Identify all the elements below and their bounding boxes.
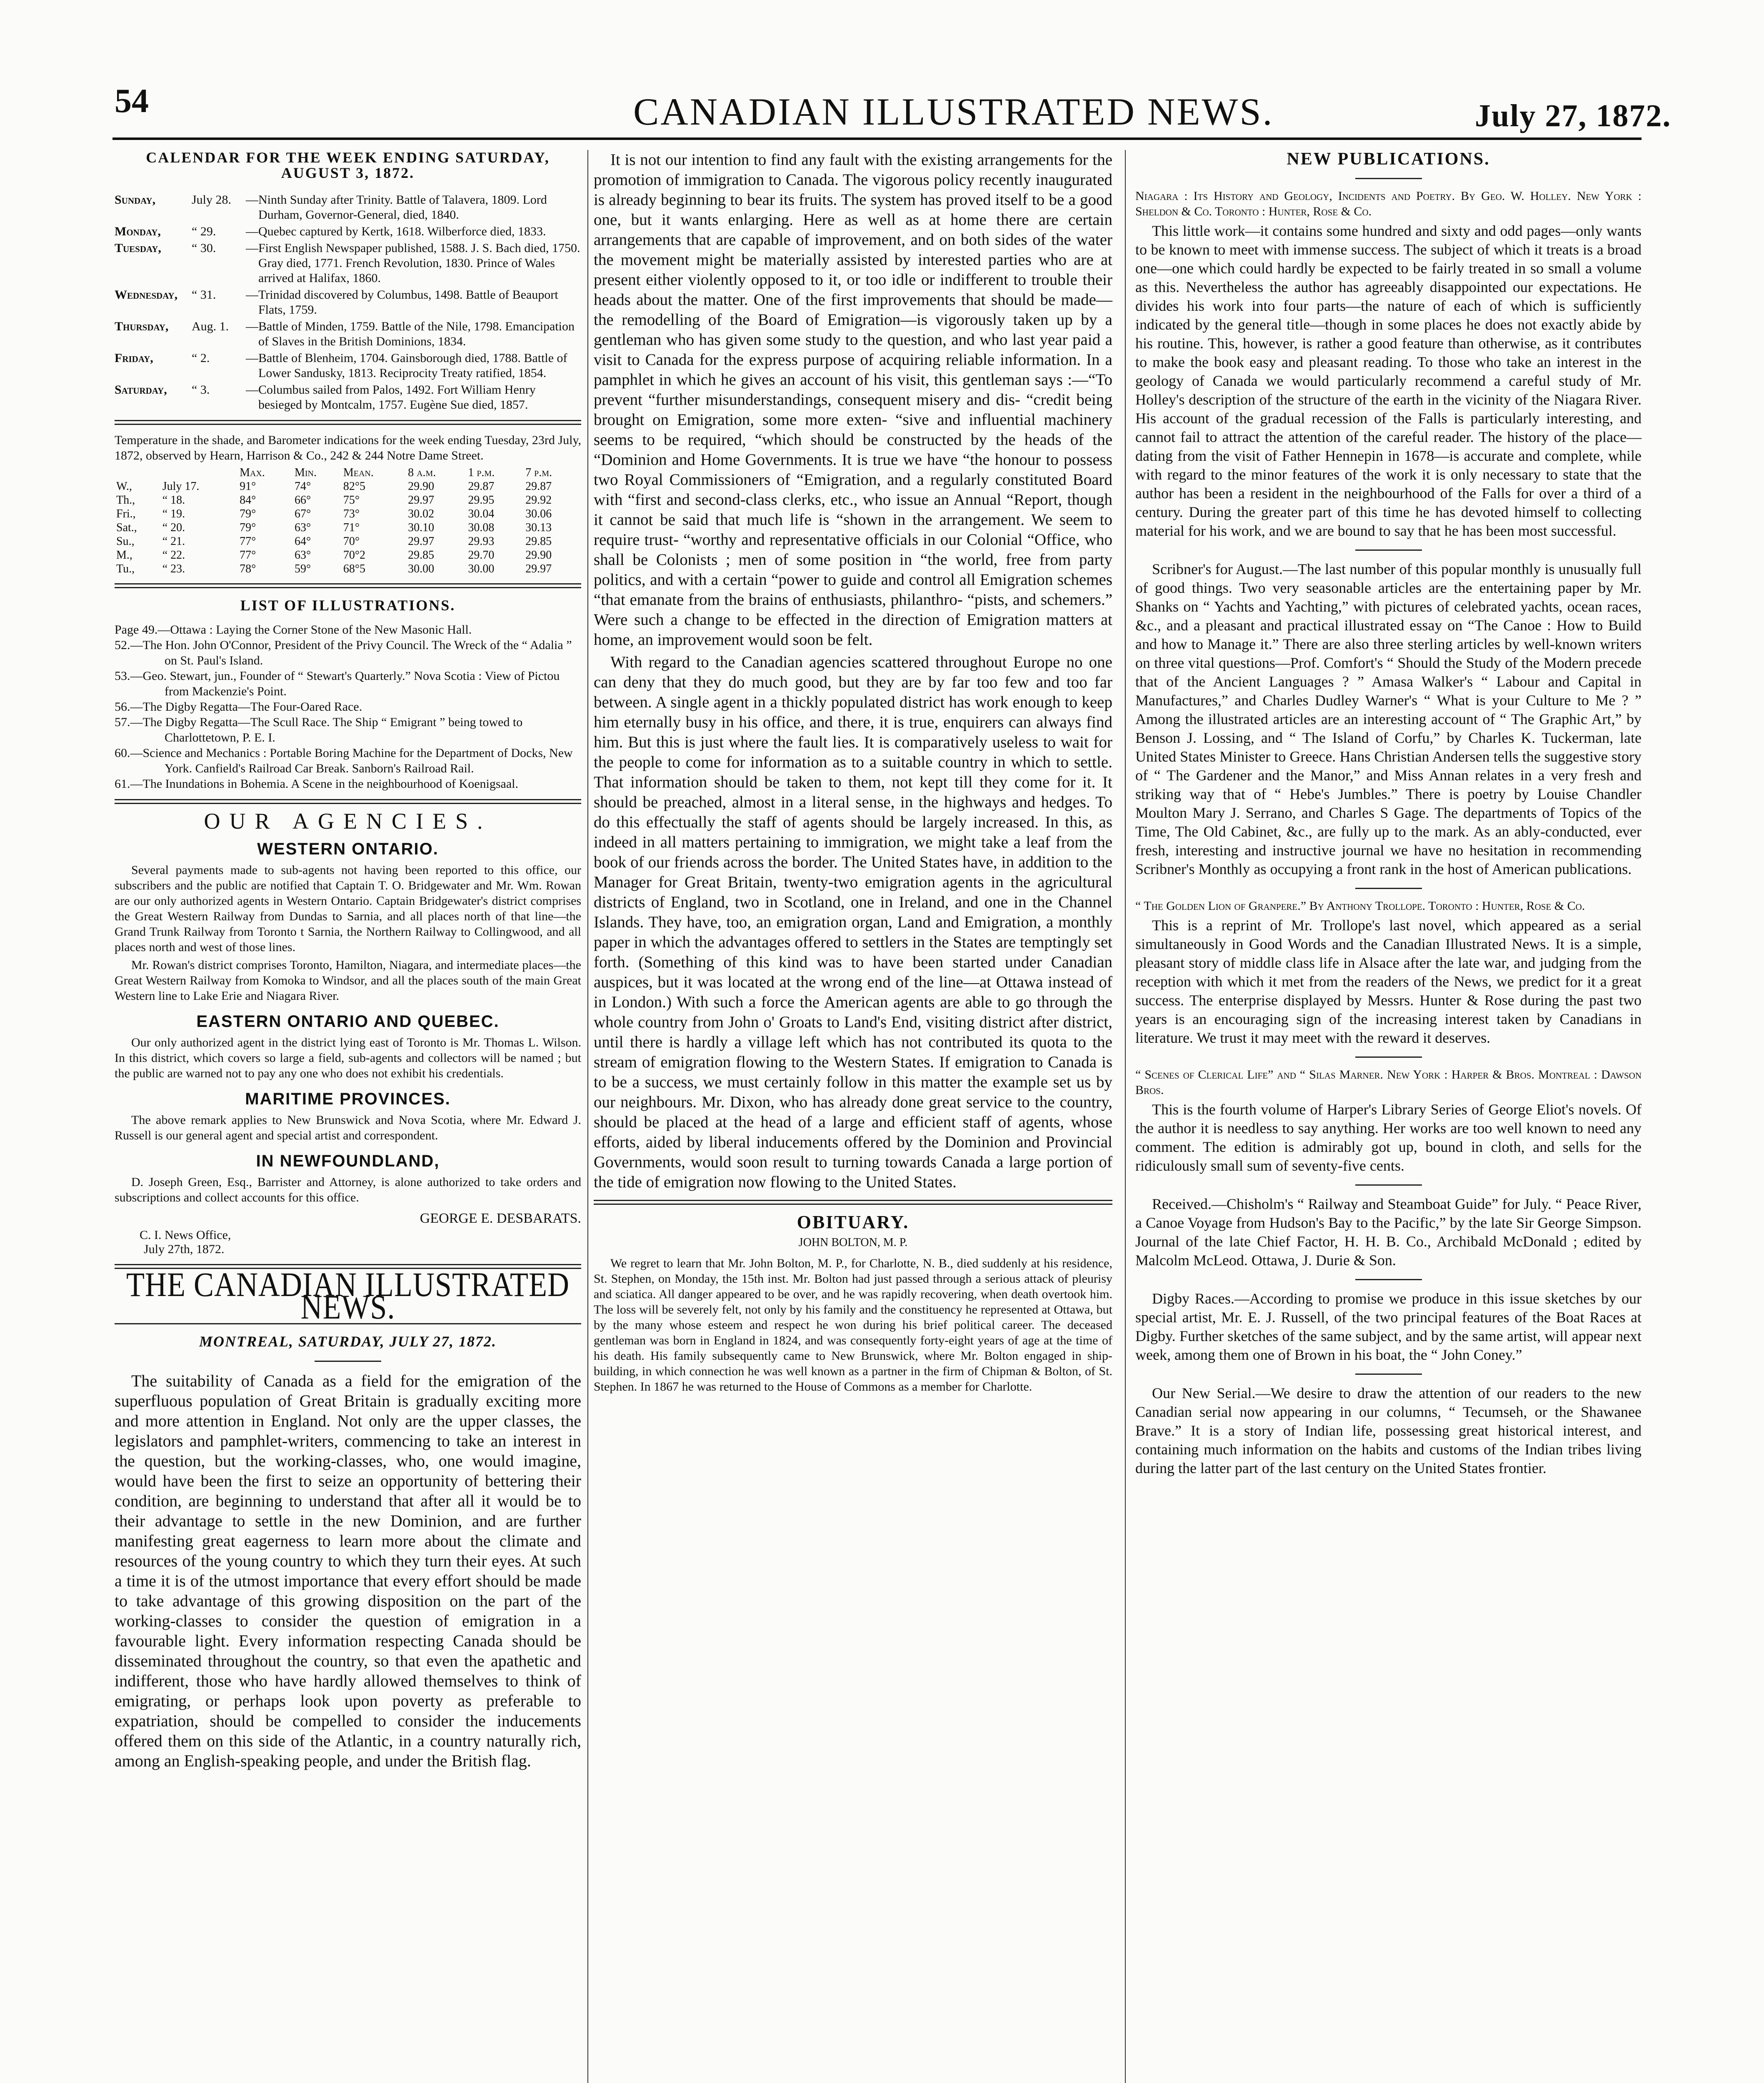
temperature-row: Fri., “ 19. 79° 67° 73° 30.02 30.04 30.06: [116, 507, 552, 520]
list-item: 57.—The Digby Regatta—The Scull Race. The Ship “ Emigrant ” being towed to Charlottetown, P. E. I.: [115, 715, 523, 744]
editorial-paragraph: With regard to the Canadian agencies scattered throughout Europe no one can deny that they do much good, but they are by far too few and too far between. A single agent in a thickly populated district has work enough to keep him eternally busy in his office, and there, it is true, enquirers can always find him. But this is just where the fault lies. It is comparatively useless to wait for the people to come for information as to a suitable country in which to settle. That information should be taken to them, not kept till they come for it. It should be preached, almost in a literal sense, in the highways and hedges. To do this effectually the staff of agents should be largely increased. In this, as indeed in all matters pertaining to immigration, we might take a leaf from the book of our friends across the border. The United States have, in addition to the Manager for Great Britain, twenty-two emigration agents in the agricultural districts of England, two in Scotland, one in Ireland, and one in the Channel Islands. They have, too, an emigration organ, Land and Emigration, a monthly paper in which the advantages offered to settlers in the States are temptingly set forth. (Something of this kind was to have been started under Canadian auspices, but it was located at the wrong end of the line—at Ottawa instead of in London.) With such a force the American agents are able to go through the whole country from John o' Groats to Land's End, visiting district after district, until there is hardly a village left which has not contributed its quota to the stream of emigration flowing to the Western States. If emigration to Canada is to be a success, we must certainly follow in this matter the example set us by our neighbours. Mr. Dixon, who has already done great service to the country, should be placed at the head of a large and efficient staff of agents, whose efforts, aided by liberal inducements offered by the Dominion and Provincial Governments, would soon result to turning towards Canada a large portion of the tide of emigration now flowing to the United States.: [594, 653, 1112, 1191]
short-rule: [1355, 178, 1422, 179]
publisher-signature: GEORGE E. DESBARATS.: [420, 1211, 581, 1226]
temperature-row: Th., “ 18. 84° 66° 75° 29.97 29.95 29.92: [116, 494, 552, 507]
eastern-paragraph: Our only authorized agent in the district lying east of Toronto is Mr. Thomas L. Wilson. In this district, which covers so large a field, sub-agents and collectors will be named ; but the public are warned not to pay any one who does not exhibit his credentials.: [115, 1036, 581, 1080]
masthead-title: THE CANADIAN ILLUSTRATED NEWS.: [126, 1265, 570, 1326]
newfoundland-paragraph: D. Joseph Green, Esq., Barrister and Attorney, is alone authorized to take orders and subscriptions and collect accounts for this office.: [115, 1175, 581, 1204]
column-divider: [1125, 150, 1126, 2083]
obituary-text: We regret to learn that Mr. John Bolton, M. P., for Charlotte, N. B., died suddenly at his residence, St. Stephen, on Monday, the 15th inst. Mr. Bolton had just passed through a serious attack of pleurisy and sciatica. All danger appeared to be over, and he was rapidly recovering, when death overtook him. The loss will be severely felt, not only by his family and the constituency he represented at Ottawa, but by the many whose esteem and respect he won during his brief political career. The deceased gentleman was born in England in 1824, and was consequently forty-eight years of age at the time of his death. His family subsequently came to New Brunswick, where Mr. Bolton engaged in ship-building, in which connection he was well known as a partner in the firm of Chipman & Bolton, of St. Stephen. In 1867 he was returned to the House of Commons as a member for Charlotte.: [594, 1256, 1112, 1394]
list-item: 52.—The Hon. John O'Connor, President of the Privy Council. The Wreck of the “ Adalia ” on St. Paul's Island.: [115, 638, 572, 667]
column-left: [115, 150, 581, 1773]
short-rule: [315, 1361, 381, 1362]
western-paragraph: Mr. Rowan's district comprises Toronto, Hamilton, Niagara, and intermediate places—the Great Western Railway from Komoka to Windsor, and all the places south of the main Great Western line to Lake Erie and Niagara River.: [115, 958, 581, 1003]
column-middle: [594, 150, 1112, 1397]
obituary-title: OBITUARY.: [797, 1212, 909, 1232]
list-item: 56.—The Digby Regatta—The Four-Oared Race.: [115, 700, 362, 714]
agencies-title: OUR AGENCIES.: [204, 809, 492, 834]
calendar-row: Monday, “ 29. —Quebec captured by Kertk, 1618. Wilberforce died, 1833.: [115, 225, 546, 238]
obituary-subtitle: JOHN BOLTON, M. P.: [798, 1236, 908, 1249]
short-rule: [1355, 1279, 1422, 1280]
calendar-row: Sunday, July 28. —Ninth Sunday after Trinity. Battle of Talavera, 1809. Lord Durham, Governor-General, died, 1840.: [115, 193, 547, 222]
short-rule: [1355, 1374, 1422, 1375]
office-line: C. I. News Office,: [140, 1228, 231, 1242]
column-divider: [587, 150, 588, 2083]
temperature-row: Sat., “ 20. 79° 63° 71° 30.10 30.08 30.13: [116, 521, 552, 534]
section-rule: [115, 799, 581, 804]
short-rule: [1355, 1184, 1422, 1186]
temperature-row: M., “ 22. 77° 63° 70°2 29.85 29.70 29.90: [116, 549, 552, 562]
calendar-row: Thursday, Aug. 1. —Battle of Minden, 1759. Battle of the Nile, 1798. Emancipation of Slaves in the British Dominions, 1834.: [115, 320, 575, 348]
western-ontario-heading: WESTERN ONTARIO.: [257, 840, 439, 858]
review-text: This is a reprint of Mr. Trollope's last novel, which appeared as a serial simultaneously in Good Words and the Canadian Illustrated News. It is a simple, pleasant story of middle class life in Alsace after the late war, and judging from the reception with which it met from the readers of the News, we predict for it a great success. The enterprise displayed by Messrs. Hunter & Rose during the past two years is an encouraging sign of the increasing interest taken by Canadians in literature. We trust it may meet with the reward it deserves.: [1135, 917, 1642, 1046]
list-item: 61.—The Inundations in Bohemia. A Scene in the neighbourhood of Koenigsaal.: [115, 777, 518, 791]
maritime-heading: MARITIME PROVINCES.: [245, 1090, 451, 1108]
masthead-dateline: MONTREAL, SATURDAY, JULY 27, 1872.: [199, 1333, 497, 1350]
section-rule: [115, 583, 581, 588]
maritime-paragraph: The above remark applies to New Brunswick and Nova Scotia, where Mr. Edward J. Russell is our general agent and special artist and correspondent.: [115, 1113, 581, 1142]
list-item: 60.—Science and Mechanics : Portable Boring Machine for the Department of Docks, New York. Canfield's Railroad Car Break. Sanborn's Railroad Rail.: [115, 746, 573, 775]
calendar-row: Wednesday, “ 31. —Trinidad discovered by Columbus, 1498. Battle of Beauport Flats, 1759.: [115, 288, 558, 317]
temperature-header-row: Max. Min. Mean. 8 a.m. 1 p.m. 7 p.m.: [240, 466, 552, 479]
calendar-title: CALENDAR FOR THE WEEK ENDING SATURDAY, AUGUST 3, 1872.: [146, 149, 550, 181]
calendar-row: Friday, “ 2. —Battle of Blenheim, 1704. Gainsborough died, 1788. Battle of Lower Sandusky, 1813. Reciprocity Treaty ratified, 1854.: [115, 351, 567, 380]
temperature-table: [115, 466, 581, 576]
list-item: 53.—Geo. Stewart, jun., Founder of “ Stewart's Quarterly.” Nova Scotia : View of Pictou from Mackenzie's Point.: [115, 669, 560, 698]
new-publications-title: NEW PUBLICATIONS.: [1287, 150, 1490, 169]
temperature-row: Tu., “ 23. 78° 59° 68°5 30.00 30.00 29.97: [116, 562, 552, 575]
page-header-title: CANADIAN ILLUSTRATED NEWS.: [633, 90, 1274, 133]
review-heading: “ The Golden Lion of Granpere.” By Anthony Trollope. Toronto : Hunter, Rose & Co.: [1135, 899, 1585, 913]
temperature-intro: Temperature in the shade, and Barometer indications for the week ending Tuesday, 23rd July, 1872, observed by Hearn, Harrison & Co., 242 & 244 Notre Dame Street.: [115, 433, 581, 462]
editorial-paragraph: It is not our intention to find any fault with the existing arrangements for the promotion of immigration to Canada. The vigorous policy recently inaugurated is already beginning to bear its fruits. The system has proved itself to be a good one, but it wants enlarging. Here as well as at home there are certain arrangements that are capable of improvement, and on both sides of the water the movement might be materially assisted by interested parties who are at present either violently opposed to it, or too idle or indifferent to trouble their heads about the matter. One of the first improvements that should be made—the remodelling of the Board of Emigration—is vigorously taken up by a gentleman who has given some study to the question, and who last year paid a visit to Canada for the express purpose of acquiring reliable information. In a pamphlet in which he gives an account of his visit, this gentleman says :—“To prevent “further misunderstandings, consequent misery and dis- “credit being brought on Emigration, some more exten- “sive and influential machinery seems to be required, “which should be constructed by the heads of the “Dominion and Home Governments. It is true we have “the honour to possess two Royal Commissioners of “Emigration, and a regularly constituted Board with “first and second-class clerks, etc., who issue an Annual “Report, though it cannot be said that much life is “shown in the arrangement. We seem to require trust- “worthy and representative officials in our Colonial “Office, who shall be Colonists ; men of some position in “the world, free from party politics, and with a certain “power to guide and control all Emigration schemes “that emanate from the brains of enthusiasts, philanthro- “pists, and schemers.” Were such a change to be effected in the direction of Emigration matters at home, an improvement would soon be felt.: [594, 151, 1112, 649]
section-rule: [594, 1200, 1112, 1205]
review-text: Scribner's for August.—The last number of this popular monthly is unusually full of good things. Two very seasonable articles are the entertaining paper by Mr. Shanks on “ Yachts and Yachting,” with pictures of celebrated yachts, ocean races, &c., and a pleasant and practical illustrated essay on “The Canoe : How to Build and how to Manage it.” There are also three sterling articles by well-known writers on three vital questions—Prof. Comfort's “ Should the Study of the Modern precede that of the Ancient Languages ? ” Amasa Walker's “ Labour and Capital in Manufactures,” and Charles Dudley Warner's “ What is your Culture to Me ? ” Among the illustrated articles are an interesting account of “ The Graphic Art,” by Benson J. Lossing, and “ The Island of Corfu,” by Charles K. Tuckerman, late United States Minister to Greece. Hans Christian Andersen tells the suggestive story of “ The Gardener and the Manor,” and Miss Annan relates in a very fresh and striking way that of “ Hebe's Jumbles.” There is poetry by Louise Chandler Moulton Mary J. Serrano, and Charles S Gage. The departments of Topics of the Time, The Old Cabinet, &c., are fully up to the mark. As an ably-conducted, ever fresh, interesting and instructive journal we have no hesitation in recommending Scribner's Monthly as occupying a front rank in the host of American publications.: [1135, 561, 1642, 877]
temperature-row: Su., “ 21. 77° 64° 70° 29.97 29.93 29.85: [116, 535, 552, 548]
western-paragraph: Several payments made to sub-agents not having been reported to this office, our subscribers and the public are notified that Captain T. O. Bridgewater and Mr. Wm. Rowan are our only authorized agents in Western Ontario. Captain Bridgewater's district comprises the Great Western Railway from Dundas to Sarnia, and all places north of that line—the Grand Trunk Railway from Toronto t Sarnia, the Northern Railway to Collingwood, and all places north and west of those lines.: [115, 863, 581, 954]
editorial-paragraph: The suitability of Canada as a field for the emigration of the superfluous population of Great Britain is gradually exciting more and more attention in England. Not only are the upper classes, the legislators and pamphlet-writers, commencing to take an interest in the question, but the working-classes, who, one would imagine, would have been the first to seize an opportunity of bettering their condition, are beginning to understand that after all it would be to their advantage to settle in the new Dominion, and are further manifesting great eagerness to learn more about the climate and resources of the young country to which they turn their eyes. At such a time it is of the utmost importance that every effort should be made to take advantage of this growing disposition on the part of the working-classes to consider the question of emigration in a favourable light. Every information respecting Canada should be disseminated throughout the country, so that even the apathetic and indifferent, those who have hardly allowed themselves to think of emigrating, or perhaps look upon poverty as preferable to expatriation, should be compelled to consider the inducements offered them on this side of the Atlantic, in a country naturally rich, among an English-speaking people, and under the British flag.: [115, 1371, 581, 1770]
column-right: [1135, 150, 1642, 1480]
eastern-ontario-heading: EASTERN ONTARIO AND QUEBEC.: [196, 1012, 500, 1031]
illustrations-title: LIST OF ILLUSTRATIONS.: [240, 597, 456, 614]
calendar-row: Tuesday, “ 30. —First English Newspaper published, 1588. J. S. Bach died, 1750. Gray died, 1771. French Revolution, 1830. Prince of Wales arrived at Halifax, 1860.: [115, 241, 580, 285]
list-item: Page 49.—Ottawa : Laying the Corner Stone of the New Masonic Hall.: [115, 623, 472, 637]
review-text: Digby Races.—According to promise we produce in this issue sketches by our special artist, Mr. E. J. Russell, of the two principal features of the Boat Races at Digby. Further sketches of the same subject, and by the same artist, will appear next week, among them one of Brown in his boat, the “ John Coney.”: [1135, 1290, 1642, 1363]
office-date: July 27th, 1872.: [144, 1242, 225, 1256]
section-rule: [115, 420, 581, 425]
review-text: This is the fourth volume of Harper's Library Series of George Eliot's novels. Of the author it is needless to say anything. Her works are too well known to need any comment. The edition is admirably got up, bound in cloth, and sells for the ridiculously small sum of seventy-five cents.: [1135, 1101, 1642, 1174]
page-number: 54: [115, 82, 149, 120]
review-text: Our New Serial.—We desire to draw the attention of our readers to the new Canadian serial now appearing in our columns, “ Tecumseh, or the Shawanee Brave.” It is a story of Indian life, possessing great historical interest, and containing much information on the habits and customs of the Indian tribes living during the latter part of the last century on the United States frontier.: [1135, 1385, 1642, 1476]
page-header-date: July 27, 1872.: [1475, 98, 1672, 133]
short-rule: [1355, 1056, 1422, 1058]
temperature-row: W., July 17. 91° 74° 82°5 29.90 29.87 29.87: [116, 480, 552, 493]
short-rule: [1355, 549, 1422, 551]
review-text: Received.—Chisholm's “ Railway and Steamboat Guide” for July. “ Peace River, a Canoe Voyage from Hudson's Bay to the Pacific,” by the late Sir George Simpson. Journal of the late Chief Factor, H. H. B. Co., Archibald McDonald ; edited by Malcolm McLeod. Ottawa, J. Durie & Son.: [1135, 1196, 1642, 1269]
header-rule: [112, 137, 1642, 140]
calendar-row: Saturday, “ 3. —Columbus sailed from Palos, 1492. Fort William Henry besieged by Montcalm, 1757. Eugène Sue died, 1857.: [115, 383, 536, 412]
calendar-list: [115, 192, 581, 412]
review-heading: “ Scenes of Clerical Life” and “ Silas Marner. New York : Harper & Bros. Montreal : Dawson Bros.: [1135, 1068, 1642, 1097]
illustrations-list: [115, 622, 581, 792]
review-heading: Niagara : Its History and Geology, Incidents and Poetry. By Geo. W. Holley. New York : Sheldon & Co. Toronto : Hunter, Rose & Co.: [1135, 189, 1642, 218]
newfoundland-heading: IN NEWFOUNDLAND,: [256, 1152, 440, 1170]
review-text: This little work—it contains some hundred and sixty and odd pages—only wants to be known to meet with immense success. The subject of which it treats is a broad one—one which could hardly be expected to be fairly treated in so small a volume as this. Nevertheless the author has agreeably disappointed our expectations. He divides his work into four parts—the nature of each of which is sufficiently indicated by the general title—though in some places he does not exactly abide by his routine. This, however, is rather a good feature than otherwise, as it contributes to make the book easy and pleasant reading. To those who take an interest in the geology of Canada we would particularly recommend a careful study of Mr. Holley's description of the structure of the earth in the vicinity of the Niagara River. His account of the gradual recession of the Falls is particularly interesting, and cannot fail to attract the attention of the careful reader. The history of the place—dating from the visit of Father Hennepin in 1678—is accurate and complete, while with regard to the minor features of the work it is only necessary to state that the author has been a resident in the neighbourhood of the Falls for over a third of a century. During the greater part of this time he has devoted himself to collecting material for his work, and we are bound to say that he has been most successful.: [1135, 222, 1642, 539]
short-rule: [1355, 888, 1422, 889]
